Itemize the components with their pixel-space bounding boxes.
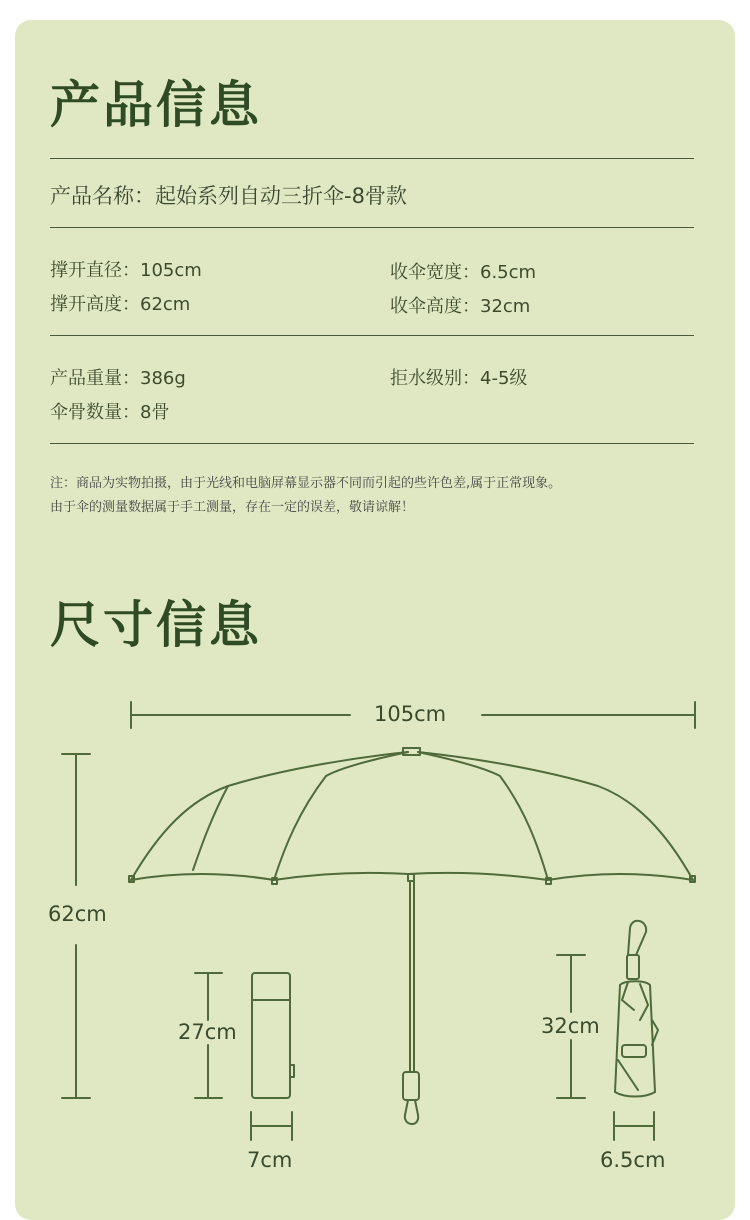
height-label: 62cm bbox=[48, 902, 107, 926]
box-height-label: 27cm bbox=[178, 1020, 237, 1044]
size-info-title: 尺寸信息 bbox=[50, 595, 262, 654]
package-box-drawing bbox=[195, 973, 294, 1140]
open-umbrella-drawing bbox=[129, 748, 695, 1124]
product-name: 产品名称：起始系列自动三折伞-8骨款 bbox=[50, 184, 407, 208]
spec-closed-width: 收伞宽度：6.5cm bbox=[390, 262, 537, 283]
note-line-1: 注：商品为实物拍摄，由于光线和电脑屏幕显示器不同而引起的些许色差,属于正常现象。 bbox=[50, 476, 562, 491]
spec-ribs: 伞骨数量：8骨 bbox=[50, 402, 170, 423]
spec-open-diameter: 撑开直径：105cm bbox=[50, 260, 202, 281]
folded-width-label: 6.5cm bbox=[600, 1148, 666, 1172]
width-label: 105cm bbox=[374, 702, 447, 726]
folded-height-label: 32cm bbox=[541, 1014, 600, 1038]
note-line-2: 由于伞的测量数据属于手工测量，存在一定的误差，敬请谅解！ bbox=[50, 500, 415, 515]
height-dimension-line bbox=[62, 754, 90, 1098]
spec-closed-height: 收伞高度：32cm bbox=[390, 296, 531, 317]
box-width-label: 7cm bbox=[247, 1148, 293, 1172]
product-info-title: 产品信息 bbox=[50, 75, 262, 134]
spec-open-height: 撑开高度：62cm bbox=[50, 294, 191, 315]
spec-water-level: 拒水级别：4-5级 bbox=[390, 368, 528, 389]
spec-weight: 产品重量：386g bbox=[50, 368, 186, 389]
